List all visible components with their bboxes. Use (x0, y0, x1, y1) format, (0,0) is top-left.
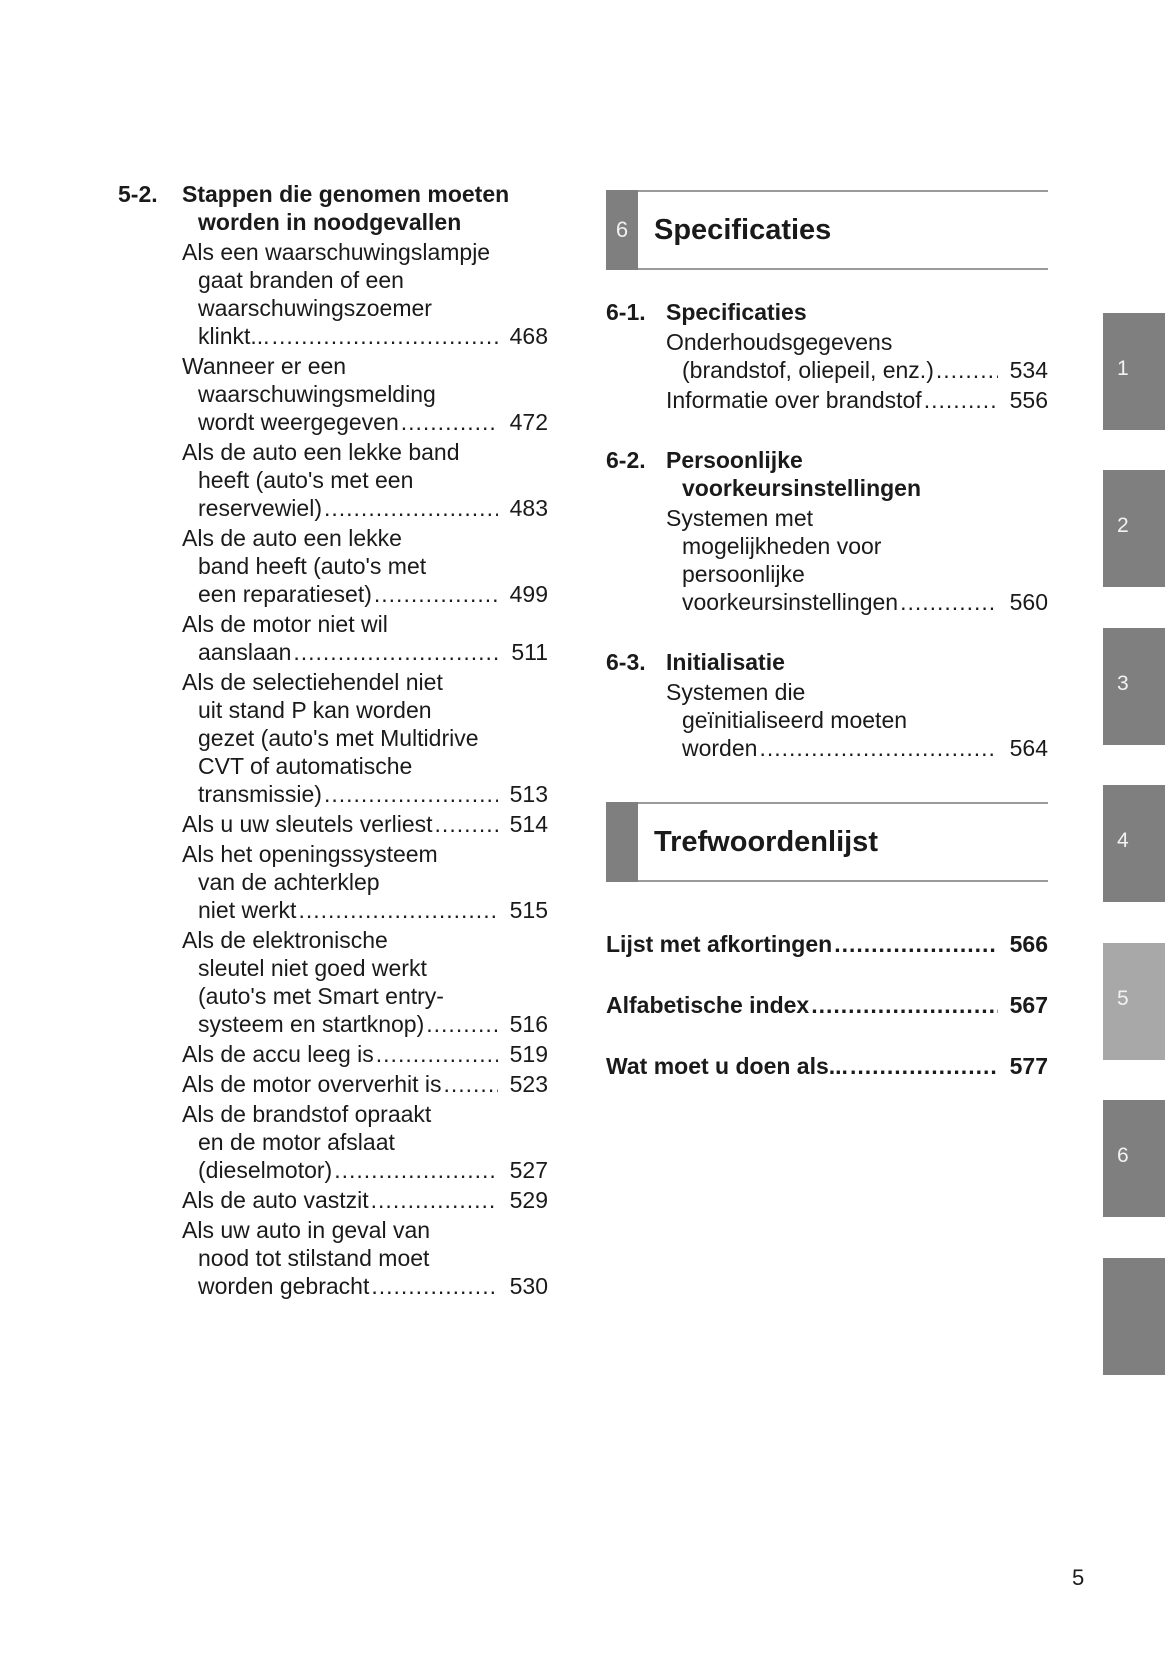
toc-entry[interactable] (182, 1040, 548, 1068)
dot-leader (811, 991, 998, 1019)
toc-entry-line: geïnitialiseerd moeten (682, 707, 908, 733)
toc-entry-last-line (666, 734, 1048, 762)
section-number: 6-2. (606, 447, 646, 473)
chapter-tab: 6 (606, 190, 638, 270)
page-ref: 511 (511, 639, 548, 665)
chapter-thumb-tab-label: 2 (1117, 514, 1129, 537)
chapter-thumb-tab-label: 4 (1117, 829, 1129, 852)
toc-entry[interactable] (666, 328, 1048, 384)
chapter-thumb-tab[interactable] (1103, 313, 1165, 430)
toc-entry-text: worden (682, 735, 758, 761)
toc-entry-line: waarschuwingsmelding (198, 381, 436, 407)
toc-entry-line: Als een waarschuwingslampje (182, 239, 491, 265)
chapter-sections (606, 298, 1048, 762)
page-ref: 566 (1009, 931, 1048, 957)
page-ref: 519 (509, 1041, 548, 1067)
dot-leader (293, 638, 498, 666)
page-ref: 577 (1009, 1053, 1048, 1079)
section-number: 6-3. (606, 649, 646, 675)
toc-entry-line: uit stand P kan worden (198, 697, 432, 723)
toc-entry-line: persoonlijke (682, 561, 805, 587)
toc-entry-last-line (182, 408, 548, 436)
index-entry-label: Lijst met afkortingen (606, 931, 833, 957)
dot-leader (376, 1040, 498, 1068)
dot-leader (426, 1010, 498, 1038)
toc-entry-line: gezet (auto's met Multidrive (198, 725, 479, 751)
toc-entry[interactable] (182, 668, 548, 808)
chapter-header[interactable] (606, 190, 1048, 270)
page-ref: 516 (509, 1011, 548, 1037)
toc-entry-line: CVT of automatische (198, 753, 413, 779)
section-title-line: Initialisatie (666, 649, 785, 675)
page-ref: 564 (1009, 735, 1048, 761)
dot-leader (272, 322, 498, 350)
chapter-thumb-tab-label: 6 (1117, 1144, 1129, 1167)
toc-entry-line: (auto's met Smart entry- (198, 983, 444, 1009)
toc-entry-text: een reparatieset) (198, 581, 372, 607)
toc-entry-line: Als de brandstof opraakt (182, 1101, 432, 1127)
page-ref: 468 (509, 323, 548, 349)
toc-entry-text: aanslaan (198, 639, 292, 665)
page-ref: 530 (509, 1273, 548, 1299)
toc-entry[interactable] (182, 840, 548, 924)
toc-entry-line: Als de auto een lekke band (182, 439, 460, 465)
toc-entry-text: Als de accu leeg is (182, 1041, 374, 1067)
toc-entry-line: van de achterklep (198, 869, 380, 895)
toc-entry-last-line (182, 1070, 548, 1098)
toc-entry-text: systeem en startknop) (198, 1011, 425, 1037)
toc-entry-line: gaat branden of een (198, 267, 404, 293)
page-ref: 529 (509, 1187, 548, 1213)
toc-entry-text: (brandstof, oliepeil, enz.) (682, 357, 934, 383)
dot-leader (435, 810, 498, 838)
toc-entry[interactable] (182, 238, 548, 350)
toc-entry-last-line (182, 780, 548, 808)
toc-entry-line: mogelijkheden voor (682, 533, 882, 559)
toc-entry-line: nood tot stilstand moet (198, 1245, 430, 1271)
toc-entry-line: Als de elektronische (182, 927, 388, 953)
dot-leader (759, 734, 998, 762)
toc-entry-line: Systemen die (666, 679, 806, 705)
section-number: 5-2. (118, 181, 158, 207)
toc-entry-last-line (182, 580, 548, 608)
toc-entry-text: (dieselmotor) (198, 1157, 333, 1183)
chapter-tab (606, 802, 638, 882)
chapter-thumb-tab[interactable] (1103, 470, 1165, 587)
toc-entry-text: transmissie) (198, 781, 322, 807)
dot-leader (334, 1156, 498, 1184)
chapter-thumb-tab-label: 1 (1117, 357, 1129, 380)
toc-entry[interactable] (666, 504, 1048, 616)
chapter-title: Trefwoordenlijst (654, 825, 878, 858)
section-number: 6-1. (606, 299, 646, 325)
toc-entry[interactable] (182, 524, 548, 608)
chapter-thumb-tab[interactable] (1103, 1100, 1165, 1217)
toc-entry-line: en de motor afslaat (198, 1129, 395, 1155)
dot-leader (324, 780, 498, 808)
chapter-thumb-tab[interactable] (1103, 1258, 1165, 1375)
page-ref: 556 (1009, 387, 1048, 413)
page-ref: 514 (509, 811, 548, 837)
toc-entry-text: Informatie over brandstof (666, 387, 922, 413)
toc-entry-last-line (666, 356, 1048, 384)
section-heading[interactable] (606, 648, 1048, 676)
toc-entry[interactable] (182, 352, 548, 436)
section-title-line: Persoonlijke (666, 447, 803, 473)
toc-entry-line: heeft (auto's met een (198, 467, 414, 493)
dot-leader (936, 356, 998, 384)
dot-leader (374, 580, 498, 608)
dot-leader (443, 1070, 498, 1098)
toc-entry-line: Als het openingssysteem (182, 841, 438, 867)
page-ref: 534 (1009, 357, 1048, 383)
toc-entry-line: Als de motor niet wil (182, 611, 388, 637)
dot-leader (371, 1272, 498, 1300)
toc-entry-line: Als uw auto in geval van (182, 1217, 431, 1243)
toc-entry-last-line (666, 588, 1048, 616)
page-ref: 527 (509, 1157, 548, 1183)
chapter-title: Specificaties (654, 213, 832, 246)
chapter-thumb-tab-label: 5 (1117, 987, 1129, 1010)
chapter-thumb-tab[interactable] (1103, 628, 1165, 745)
toc-entry[interactable] (182, 438, 548, 522)
toc-entry[interactable] (666, 678, 1048, 762)
dot-leader (900, 588, 998, 616)
toc-entry-last-line (182, 1272, 548, 1300)
page-ref: 499 (509, 581, 548, 607)
section-block (606, 648, 1048, 762)
toc-entry-line: Als de selectiehendel niet (182, 669, 443, 695)
index-entry[interactable] (606, 930, 1048, 958)
toc-entry-text: klinkt... (198, 323, 270, 349)
section-title (666, 298, 1048, 326)
page-number: 5 (1072, 1565, 1085, 1590)
toc-entry-line: Onderhoudsgegevens (666, 329, 893, 355)
toc-entry-last-line (182, 1040, 548, 1068)
right-column (606, 190, 1048, 1080)
section-block (606, 298, 1048, 414)
index-entry[interactable] (606, 1052, 1048, 1080)
index-entry-label: Wat moet u doen als... (606, 1053, 848, 1079)
toc-entry-text: voorkeursinstellingen (682, 589, 899, 615)
toc-entry-last-line (182, 322, 548, 350)
chapter-thumb-tab[interactable] (1103, 943, 1165, 1060)
page-ref: 567 (1009, 992, 1048, 1018)
chapter-thumb-tab[interactable] (1103, 785, 1165, 902)
toc-entry[interactable] (182, 1070, 548, 1098)
dot-leader (850, 1052, 998, 1080)
toc-entry-text: niet werkt (198, 897, 297, 923)
section-title (666, 648, 1048, 676)
toc-entry-last-line (182, 1010, 548, 1038)
toc-entry-last-line (182, 494, 548, 522)
section-title (666, 446, 1048, 502)
toc-entry-text: Als de auto vastzit (182, 1187, 369, 1213)
page-ref: 513 (509, 781, 548, 807)
page-ref: 523 (509, 1071, 548, 1097)
toc-entry[interactable] (666, 386, 1048, 414)
dot-leader (401, 408, 498, 436)
toc-entry-text: reservewiel) (198, 495, 322, 521)
page-ref: 515 (509, 897, 548, 923)
toc-entry-last-line (182, 896, 548, 924)
section-title: Stappen die genomen moeten worden in noodgevallen (182, 181, 510, 235)
index-entry[interactable] (606, 991, 1048, 1019)
section-title-line: voorkeursinstellingen (682, 475, 922, 501)
dot-leader (834, 930, 998, 958)
toc-entry[interactable] (182, 1186, 548, 1214)
toc-entry-last-line (182, 1186, 548, 1214)
toc-entry-line: Wanneer er een (182, 353, 347, 379)
dot-leader (298, 896, 498, 924)
toc-entry[interactable] (182, 610, 548, 666)
dot-leader (371, 1186, 498, 1214)
index-entry-list (606, 930, 1048, 1080)
toc-entry-last-line (182, 1156, 548, 1184)
toc-entry-line: sleutel niet goed werkt (198, 955, 427, 981)
index-chapter-header[interactable] (606, 802, 1048, 882)
page-ref: 472 (509, 409, 548, 435)
toc-entry-text: Als u uw sleutels verliest (182, 811, 433, 837)
toc-entry-text: worden gebracht (198, 1273, 370, 1299)
page-ref: 560 (1009, 589, 1048, 615)
toc-entry[interactable] (182, 926, 548, 1038)
dot-leader (924, 386, 998, 414)
toc-entry[interactable] (182, 1216, 548, 1300)
page-ref: 483 (509, 495, 548, 521)
toc-entry-line: waarschuwingszoemer (198, 295, 432, 321)
section-heading[interactable] (606, 298, 1048, 326)
dot-leader (324, 494, 498, 522)
section-heading[interactable] (118, 180, 548, 236)
toc-entry-last-line (182, 810, 548, 838)
toc-entry-last-line (182, 638, 548, 666)
toc-entry-text: wordt weergegeven (198, 409, 399, 435)
section-title-line: Specificaties (666, 299, 807, 325)
section-heading[interactable] (606, 446, 1048, 502)
toc-entry[interactable] (182, 810, 548, 838)
index-entry-label: Alfabetische index (606, 992, 810, 1018)
left-column (118, 180, 548, 1300)
toc-entry-last-line (666, 386, 1048, 414)
toc-entry-line: Systemen met (666, 505, 813, 531)
section-block (606, 446, 1048, 616)
chapter-thumb-tab-label: 3 (1117, 672, 1129, 695)
toc-entry-text: Als de motor oververhit is (182, 1071, 442, 1097)
toc-entry-line: band heeft (auto's met (198, 553, 427, 579)
toc-entry-list (118, 238, 548, 1300)
toc-entry-line: Als de auto een lekke (182, 525, 402, 551)
toc-entry[interactable] (182, 1100, 548, 1184)
